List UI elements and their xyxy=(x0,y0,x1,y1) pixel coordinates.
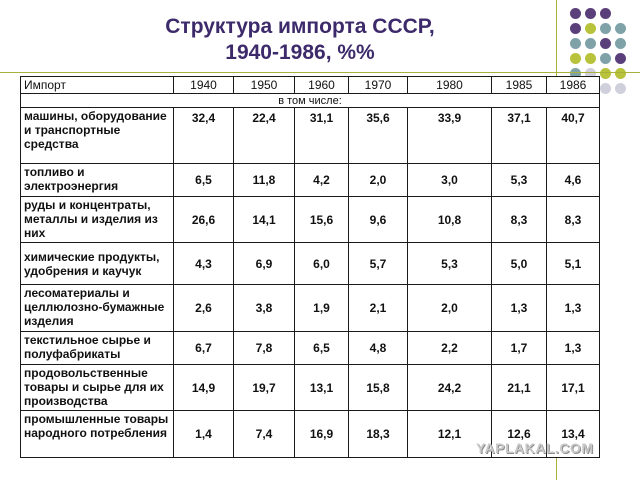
header-cell: 1960 xyxy=(295,77,349,94)
value-cell: 5,1 xyxy=(547,243,600,285)
dot xyxy=(570,8,581,19)
value-cell: 9,6 xyxy=(349,197,408,243)
value-cell: 8,3 xyxy=(547,197,600,243)
dot xyxy=(570,38,581,49)
header-cell: 1970 xyxy=(349,77,408,94)
table-row xyxy=(21,332,600,365)
value-cell: 1,9 xyxy=(295,285,349,332)
value-cell: 31,1 xyxy=(295,108,349,164)
value-cell: 1,4 xyxy=(174,411,234,458)
value-cell: 15,6 xyxy=(295,197,349,243)
dot xyxy=(600,23,611,34)
dot xyxy=(600,68,611,79)
value-cell: 21,1 xyxy=(492,365,547,411)
category-cell: химические продукты, удобрения и каучук xyxy=(21,243,174,285)
value-cell: 6,5 xyxy=(174,164,234,197)
category-cell: машины, оборудование и транспортные средства xyxy=(21,108,174,164)
value-cell: 13,1 xyxy=(295,365,349,411)
dot xyxy=(615,83,626,94)
table-subheader-row xyxy=(21,94,600,108)
value-cell: 1,3 xyxy=(547,332,600,365)
header-cell: 1985 xyxy=(492,77,547,94)
dot xyxy=(570,53,581,64)
value-cell: 1,3 xyxy=(492,285,547,332)
category-cell: текстильное сырье и полуфабрикаты xyxy=(21,332,174,365)
dot xyxy=(615,23,626,34)
dot xyxy=(585,23,596,34)
category-cell: лесоматериалы и целлюлозно-бумажные изделия xyxy=(21,285,174,332)
value-cell: 2,0 xyxy=(349,164,408,197)
dot xyxy=(615,68,626,79)
value-cell: 32,4 xyxy=(174,108,234,164)
value-cell: 26,6 xyxy=(174,197,234,243)
value-cell: 11,8 xyxy=(234,164,295,197)
table-row xyxy=(21,365,600,411)
value-cell: 14,9 xyxy=(174,365,234,411)
value-cell: 1,7 xyxy=(492,332,547,365)
dot xyxy=(600,83,611,94)
dot xyxy=(570,23,581,34)
value-cell: 2,1 xyxy=(349,285,408,332)
value-cell: 22,4 xyxy=(234,108,295,164)
title-line-1: Структура импорта СССР, xyxy=(165,15,435,38)
value-cell: 17,1 xyxy=(547,365,600,411)
value-cell: 2,6 xyxy=(174,285,234,332)
value-cell: 4,3 xyxy=(174,243,234,285)
title-line-2: 1940-1986, %% xyxy=(225,41,375,64)
value-cell: 5,3 xyxy=(408,243,492,285)
subheader-cell: в том числе: xyxy=(21,94,600,108)
category-cell: топливо и электроэнергия xyxy=(21,164,174,197)
value-cell: 1,3 xyxy=(547,285,600,332)
value-cell: 5,3 xyxy=(492,164,547,197)
value-cell: 6,5 xyxy=(295,332,349,365)
value-cell: 16,9 xyxy=(295,411,349,458)
dot xyxy=(585,8,596,19)
value-cell: 35,6 xyxy=(349,108,408,164)
dot xyxy=(585,53,596,64)
dot xyxy=(600,38,611,49)
header-cell: 1986 xyxy=(547,77,600,94)
value-cell: 40,7 xyxy=(547,108,600,164)
value-cell: 18,3 xyxy=(349,411,408,458)
table-row xyxy=(21,285,600,332)
decorative-horizontal-line xyxy=(0,72,640,73)
value-cell: 14,1 xyxy=(234,197,295,243)
value-cell: 5,7 xyxy=(349,243,408,285)
header-cell: Импорт xyxy=(21,77,174,94)
value-cell: 2,0 xyxy=(408,285,492,332)
import-structure-table xyxy=(20,76,600,458)
value-cell: 2,2 xyxy=(408,332,492,365)
table-row xyxy=(21,243,600,285)
page-title xyxy=(120,14,480,66)
value-cell: 12,6 xyxy=(492,411,547,458)
value-cell: 4,8 xyxy=(349,332,408,365)
value-cell: 3,0 xyxy=(408,164,492,197)
value-cell: 6,0 xyxy=(295,243,349,285)
value-cell: 12,1 xyxy=(408,411,492,458)
table-row xyxy=(21,197,600,243)
dot xyxy=(600,8,611,19)
dot xyxy=(585,38,596,49)
value-cell: 3,8 xyxy=(234,285,295,332)
category-cell: промышленные товары народного потребления xyxy=(21,411,174,458)
value-cell: 13,4 xyxy=(547,411,600,458)
value-cell: 5,0 xyxy=(492,243,547,285)
dot xyxy=(600,53,611,64)
dot xyxy=(615,53,626,64)
dot xyxy=(615,38,626,49)
category-cell: продовольственные товары и сырье для их производства xyxy=(21,365,174,411)
value-cell: 8,3 xyxy=(492,197,547,243)
value-cell: 15,8 xyxy=(349,365,408,411)
value-cell: 37,1 xyxy=(492,108,547,164)
header-cell: 1950 xyxy=(234,77,295,94)
value-cell: 24,2 xyxy=(408,365,492,411)
value-cell: 7,8 xyxy=(234,332,295,365)
header-cell: 1940 xyxy=(174,77,234,94)
watermark: YAPLAKAL.COM xyxy=(476,440,594,456)
value-cell: 19,7 xyxy=(234,365,295,411)
value-cell: 4,2 xyxy=(295,164,349,197)
table-header-row xyxy=(21,77,600,94)
table-row xyxy=(21,164,600,197)
value-cell: 4,6 xyxy=(547,164,600,197)
value-cell: 6,7 xyxy=(174,332,234,365)
table-row xyxy=(21,108,600,164)
value-cell: 6,9 xyxy=(234,243,295,285)
category-cell: руды и концентраты, металлы и изделия из них xyxy=(21,197,174,243)
value-cell: 33,9 xyxy=(408,108,492,164)
value-cell: 7,4 xyxy=(234,411,295,458)
header-cell: 1980 xyxy=(408,77,492,94)
value-cell: 10,8 xyxy=(408,197,492,243)
